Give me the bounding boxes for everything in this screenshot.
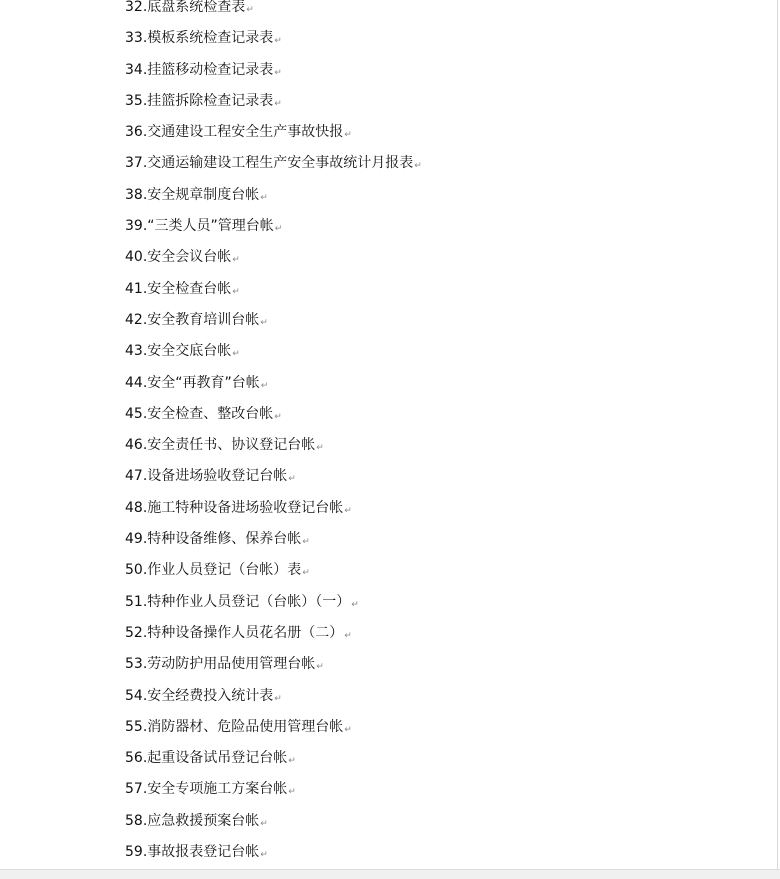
list-item [125, 214, 422, 245]
list-item-text: 47.设备进场验收登记台帐 [125, 468, 288, 485]
list-item-text: 52.特种设备操作人员花名册（二） [125, 624, 344, 641]
paragraph-mark-icon: ↵ [260, 818, 268, 829]
paragraph-mark-icon: ↵ [344, 724, 352, 735]
list-item [125, 371, 422, 402]
list-item [125, 527, 422, 558]
paragraph-mark-icon: ↵ [274, 693, 282, 704]
paragraph-mark-icon: ↵ [316, 662, 324, 673]
list-item-text: 45.安全检查、整改台帐 [125, 405, 274, 422]
list-item-text: 33.模板系统检查记录表 [125, 30, 274, 47]
list-item-text: 36.交通建设工程安全生产事故快报 [125, 124, 344, 141]
list-item-text: 44.安全“再教育”台帐 [125, 374, 260, 391]
paragraph-mark-icon: ↵ [414, 161, 422, 172]
list-item [125, 590, 422, 621]
list-item [125, 684, 422, 715]
list-item [125, 840, 422, 871]
list-item-text: 58.应急救援预案台帐 [125, 812, 260, 829]
list-item-text: 53.劳动防护用品使用管理台帐 [125, 656, 316, 673]
paragraph-mark-icon: ↵ [232, 349, 240, 360]
list-item-text: 46.安全责任书、协议登记台帐 [125, 437, 316, 454]
paragraph-mark-icon: ↵ [260, 192, 268, 203]
list-item [125, 621, 422, 652]
list-item [125, 277, 422, 308]
paragraph-mark-icon: ↵ [302, 537, 310, 548]
paragraph-mark-icon: ↵ [274, 224, 283, 235]
list-item [125, 245, 422, 276]
paragraph-mark-icon: ↵ [302, 568, 310, 579]
list-item [125, 746, 422, 777]
list-item [125, 58, 422, 89]
list-item [125, 558, 422, 589]
list-item [125, 809, 422, 840]
list-item-text: 40.安全会议台帐 [125, 249, 232, 266]
paragraph-mark-icon: ↵ [288, 787, 296, 798]
paragraph-mark-icon: ↵ [232, 255, 240, 266]
paragraph-mark-icon: ↵ [274, 98, 282, 109]
list-item [125, 151, 422, 182]
paragraph-mark-icon: ↵ [288, 756, 296, 767]
paragraph-mark-icon: ↵ [274, 67, 282, 78]
paragraph-mark-icon: ↵ [274, 411, 282, 422]
paragraph-mark-icon: ↵ [288, 474, 296, 485]
paragraph-mark-icon: ↵ [274, 36, 282, 47]
list-item-text: 48.施工特种设备进场验收登记台帐 [125, 499, 344, 516]
list-item-text: 38.安全规章制度台帐 [125, 186, 260, 203]
list-item-text: 41.安全检查台帐 [125, 280, 232, 297]
list-item-text: 56.起重设备试吊登记台帐 [125, 750, 288, 767]
list-item-text: 42.安全教育培训台帐 [125, 311, 260, 328]
paragraph-mark-icon: ↵ [316, 443, 324, 454]
paragraph-mark-icon: ↵ [232, 286, 240, 297]
list-item [125, 339, 422, 370]
list-item-text: 54.安全经费投入统计表 [125, 687, 274, 704]
page-edge-divider [777, 0, 778, 870]
paragraph-mark-icon: ↵ [260, 317, 268, 328]
list-item-text: 32.底盘系统检查表 [125, 0, 246, 15]
page-bottom-border [0, 869, 780, 879]
list-item [125, 120, 422, 151]
list-item-text: 50.作业人员登记（台帐）表 [125, 562, 302, 579]
list-item-text: 55.消防器材、危险品使用管理台帐 [125, 718, 344, 735]
paragraph-mark-icon: ↵ [260, 380, 269, 391]
paragraph-mark-icon: ↵ [351, 599, 359, 610]
list-item [125, 308, 422, 339]
list-item-text: 39.“三类人员”管理台帐 [125, 218, 274, 235]
list-item-text: 59.事故报表登记台帐 [125, 844, 260, 861]
list-item [125, 26, 422, 57]
list-item-text: 57.安全专项施工方案台帐 [125, 781, 288, 798]
paragraph-mark-icon: ↵ [260, 850, 268, 861]
list-item [125, 0, 422, 26]
list-item-text: 37.交通运输建设工程生产安全事故统计月报表 [125, 155, 414, 172]
document-item-list [125, 0, 422, 871]
paragraph-mark-icon: ↵ [246, 5, 254, 15]
list-item-text: 34.挂篮移动检查记录表 [125, 61, 274, 78]
list-item-text: 49.特种设备维修、保养台帐 [125, 531, 302, 548]
list-item-text: 35.挂篮拆除检查记录表 [125, 92, 274, 109]
paragraph-mark-icon: ↵ [344, 630, 352, 641]
paragraph-mark-icon: ↵ [344, 130, 352, 141]
list-item [125, 777, 422, 808]
list-item [125, 183, 422, 214]
list-item [125, 464, 422, 495]
list-item [125, 715, 422, 746]
paragraph-mark-icon: ↵ [344, 505, 352, 516]
list-item-text: 43.安全交底台帐 [125, 343, 232, 360]
list-item [125, 402, 422, 433]
list-item [125, 496, 422, 527]
list-item-text: 51.特种作业人员登记（台帐）（一） [125, 593, 351, 610]
list-item [125, 433, 422, 464]
list-item [125, 89, 422, 120]
list-item [125, 652, 422, 683]
